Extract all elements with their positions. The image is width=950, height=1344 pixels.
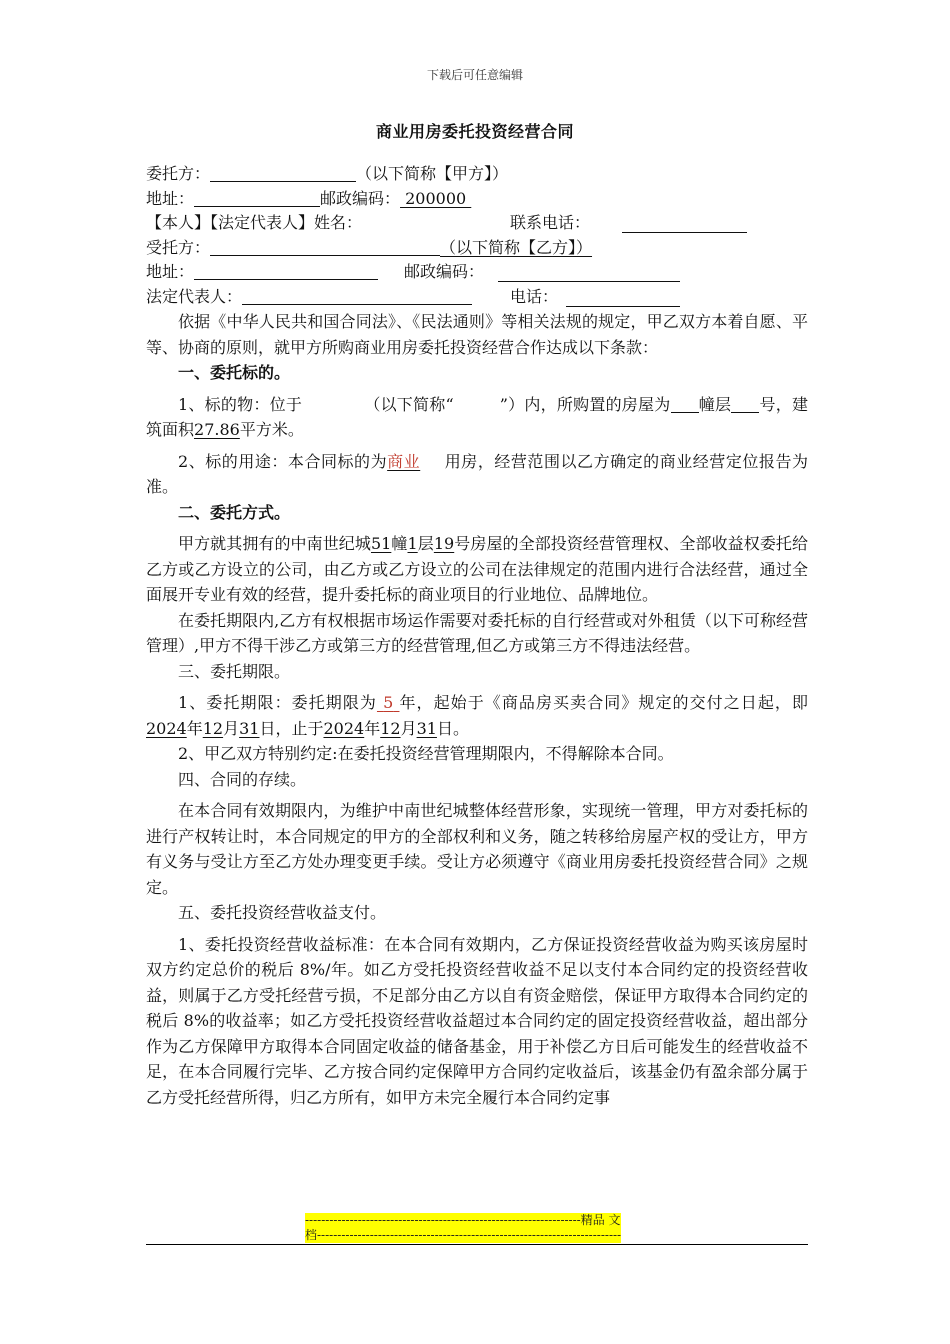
- text: 5: [383, 693, 394, 712]
- start-month: 12: [202, 718, 224, 738]
- text: 用房，经营范围以乙方确定的商业经营定位报告为准。: [146, 451, 808, 496]
- building-no: 51: [370, 534, 392, 553]
- text: 日，止于: [259, 718, 324, 738]
- party-a-suffix: （以下简称【甲方】）: [356, 164, 509, 183]
- footer-watermark-line-1: --------------------------------------------------------------------精品 文: [305, 1213, 621, 1227]
- document-title: 商业用房委托投资经营合同: [375, 122, 574, 141]
- party-b-postal-label: 邮政编码：: [404, 262, 485, 281]
- section-2-para-2: 在委托期限内,乙方有权根据市场运作需要对委托标的自行经营或对外租赁（以下可称经营管理）,甲方不得干涉乙方或第三方的经营管理,但乙方或第三方不得违法经营。: [146, 610, 808, 655]
- section-5-item-1: 1、委托投资经营收益标准：在本合同有效期内，乙方保证投资经营收益为购买该房屋时双方约定总价的税后 8%/年。如乙方受托投资经营收益不足以支付本合同约定的投资经营收益，则属于乙方受托经营亏损，不足部分由乙方以自有资金赔偿，保证甲方取得本合同约定的税后 8%的收益率；如乙方受托投资经营收益超过本合同约定的固定投资经营收益，超出部分作为乙方保障甲方取得本合同固定收益的储备基金，用于补偿乙方日后可能发生的经营收益不足，在本合同履行完毕、乙方按合同约定保障甲方合同约定收益后，该基金仍有盈余部分属于乙方受托经营所得，归乙方所有，如甲方未完全履行本合同约定事: [146, 934, 808, 1107]
- party-a-address-label: 地址：: [146, 188, 195, 208]
- text: 幢: [698, 394, 716, 414]
- section-4-para: 在本合同有效期限内，为维护中南世纪城整体经营形象，实现统一管理，甲方对委托标的进行产权转让时，本合同规定的甲方的全部权利和义务，随之转移给房屋产权的受让方，甲方有义务与受让方至乙方处办理变更手续。受让方必须遵守《商业用房委托投资经营合同》之规定。: [146, 801, 808, 897]
- party-a-address-blank: [194, 188, 320, 207]
- end-day: 31: [416, 718, 437, 738]
- text: 日。: [436, 718, 469, 738]
- section-5-heading: 五、委托投资经营收益支付。: [178, 903, 387, 922]
- party-a-rep-line: [146, 211, 808, 236]
- party-b-address-blank: [194, 261, 378, 280]
- text: 商业: [387, 451, 421, 471]
- section-1-item-2: [146, 449, 808, 500]
- party-a-phone-blank: [622, 214, 747, 233]
- party-b-address-line: [146, 260, 808, 285]
- party-b-phone-blank: [566, 288, 680, 307]
- party-a-label: 委托方：: [146, 164, 211, 183]
- text: 月: [400, 718, 417, 738]
- section-1-heading: 一、委托标的。: [178, 363, 291, 382]
- party-b-address-label: 地址：: [146, 262, 195, 281]
- text: 2、标的用途：本合同标的为: [178, 451, 388, 471]
- text: ”）内，所购置的房屋为: [499, 394, 671, 414]
- text: 年: [186, 718, 203, 738]
- party-b-label: 受托方：: [146, 237, 211, 257]
- header-note: 下载后可任意编辑: [426, 68, 523, 82]
- section-3-heading: 三、委托期限。: [178, 661, 291, 681]
- intro-paragraph: 依据《中华人民共和国合同法》、《民法通则》等相关法规的规定，甲乙双方本着自愿、平等、协商的原则，就甲方所购商业用房委托投资经营合作达成以下条款：: [146, 312, 808, 357]
- party-b-postal-blank: [498, 263, 680, 282]
- party-a-rep-label: 【本人】【法定代表人】姓名：: [146, 213, 363, 232]
- party-b-phone-label: 电话：: [510, 286, 559, 306]
- text: （以下简称“: [364, 394, 454, 414]
- usage-value: [387, 452, 444, 471]
- text: 1、标的物：位于: [178, 394, 303, 414]
- area-value: 27.86: [194, 420, 240, 439]
- section-1-item-1: [146, 392, 808, 443]
- text: 层: [715, 394, 732, 414]
- start-day: 31: [239, 718, 260, 738]
- party-b-rep-blank: [242, 286, 472, 305]
- party-a-address-line: [146, 187, 808, 212]
- term-years: [377, 693, 400, 712]
- room-blank: [731, 394, 759, 413]
- contract-body: [146, 162, 808, 1110]
- text: 幢: [391, 534, 408, 553]
- end-month: 12: [380, 718, 401, 738]
- text: 年，起始于《商品房买卖合同》规定的交付之日起，即: [399, 693, 808, 712]
- party-b-suffix: （以下简称【乙方】）: [440, 237, 593, 257]
- text: 月: [223, 718, 240, 738]
- party-b-rep-label: 法定代表人：: [146, 286, 243, 306]
- section-2-heading: 二、委托方式。: [178, 502, 291, 522]
- party-a-name-blank: [210, 163, 356, 182]
- section-4-heading: 四、合同的存续。: [178, 769, 307, 789]
- footer-watermark-line-2: 档---------------------------------------------------------------------------: [305, 1228, 622, 1242]
- text: 甲方就其拥有的中南世纪城: [178, 534, 371, 553]
- party-a-postal-value: 200000: [400, 188, 472, 208]
- text: 号房屋的全部投资经营管理权、全部收益权委托给乙方或乙方设立的公司，由乙方或乙方设立的公司在法律规定的范围内进行合法经营，通过全面展开专业有效的经营，提升委托标的商业项目的行业地位、品牌地位。: [146, 534, 808, 604]
- text: 年: [364, 718, 381, 738]
- party-b-name-blank: [210, 237, 440, 256]
- building-blank: [671, 394, 699, 413]
- section-2-para-1: [146, 531, 808, 608]
- text: 1、委托期限：委托期限为: [178, 693, 377, 712]
- text: 号，建筑面积: [146, 394, 808, 439]
- end-year: 2024: [323, 718, 365, 738]
- floor-no: 1: [407, 534, 418, 553]
- party-b-rep-line: [146, 285, 808, 310]
- text: 层: [417, 534, 434, 553]
- section-3-item-2: 2、甲乙双方特别约定:在委托投资经营管理期限内，不得解除本合同。: [178, 744, 674, 763]
- text: 平方米。: [239, 420, 304, 439]
- party-a-postal-label: 邮政编码：: [320, 188, 401, 208]
- start-year: 2024: [146, 718, 187, 738]
- party-a-line: [146, 162, 808, 187]
- footer-rule: [146, 1244, 808, 1245]
- section-3-item-1: [146, 690, 808, 741]
- party-a-phone-label: 联系电话：: [510, 213, 591, 232]
- room-no: 19: [433, 534, 455, 553]
- party-b-line: [146, 236, 808, 261]
